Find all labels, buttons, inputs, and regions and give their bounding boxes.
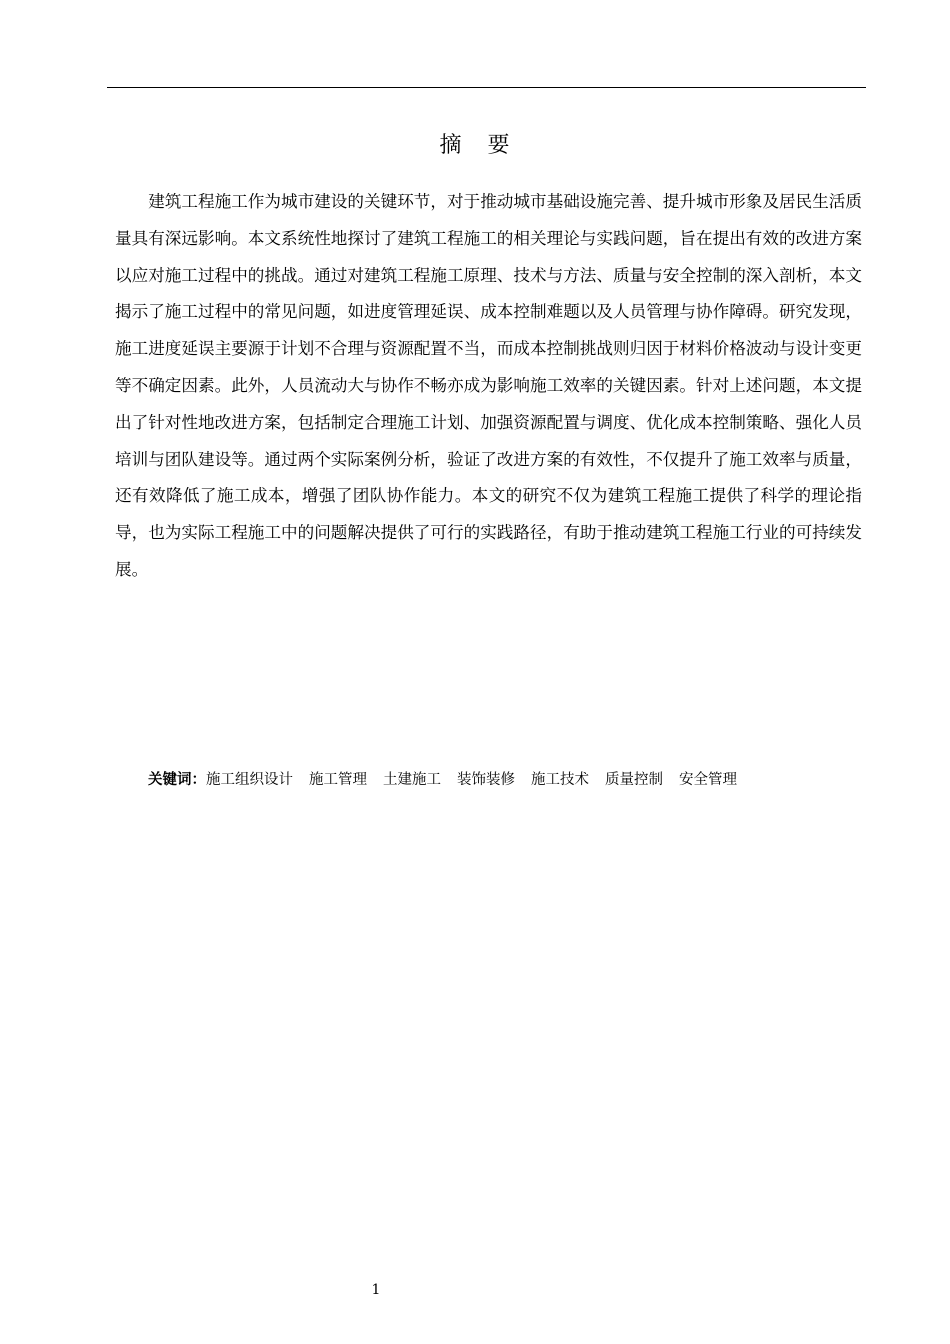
keyword-item: 质量控制 — [605, 772, 663, 788]
abstract-body: 建筑工程施工作为城市建设的关键环节，对于推动城市基础设施完善、提升城市形象及居民生活质量具有深远影响。本文系统性地探讨了建筑工程施工的相关理论与实践问题，旨在提出有效的改进方案以应对施工过程中的挑战。通过对建筑工程施工原理、技术与方法、质量与安全控制的深入剖析，本文揭示了施工过程中的常见问题，如进度管理延误、成本控制难题以及人员管理与协作障碍。研究发现，施工进度延误主要源于计划不合理与资源配置不当，而成本控制挑战则归因于材料价格波动与设计变更等不确定因素。此外，人员流动大与协作不畅亦成为影响施工效率的关键因素。针对上述问题，本文提出了针对性地改进方案，包括制定合理施工计划、加强资源配置与调度、优化成本控制策略、强化人员培训与团队建设等。通过两个实际案例分析，验证了改进方案的有效性，不仅提升了施工效率与质量，还有效降低了施工成本，增强了团队协作能力。本文的研究不仅为建筑工程施工提供了科学的理论指导，也为实际工程施工中的问题解决提供了可行的实践路径，有助于推动建筑工程施工行业的可持续发展。 — [115, 192, 862, 579]
header-rule — [107, 87, 866, 88]
keyword-item: 施工管理 — [309, 772, 367, 788]
keyword-item: 安全管理 — [679, 772, 737, 788]
abstract-title: 摘要 — [439, 133, 536, 158]
page-number: 1 — [371, 1282, 381, 1298]
keywords-line — [148, 768, 737, 792]
keyword-item: 施工技术 — [531, 772, 589, 788]
keyword-item: 装饰装修 — [457, 772, 515, 788]
keyword-item: 施工组织设计 — [206, 772, 293, 788]
keyword-item: 土建施工 — [383, 772, 441, 788]
keywords-label: 关键词： — [148, 771, 206, 788]
